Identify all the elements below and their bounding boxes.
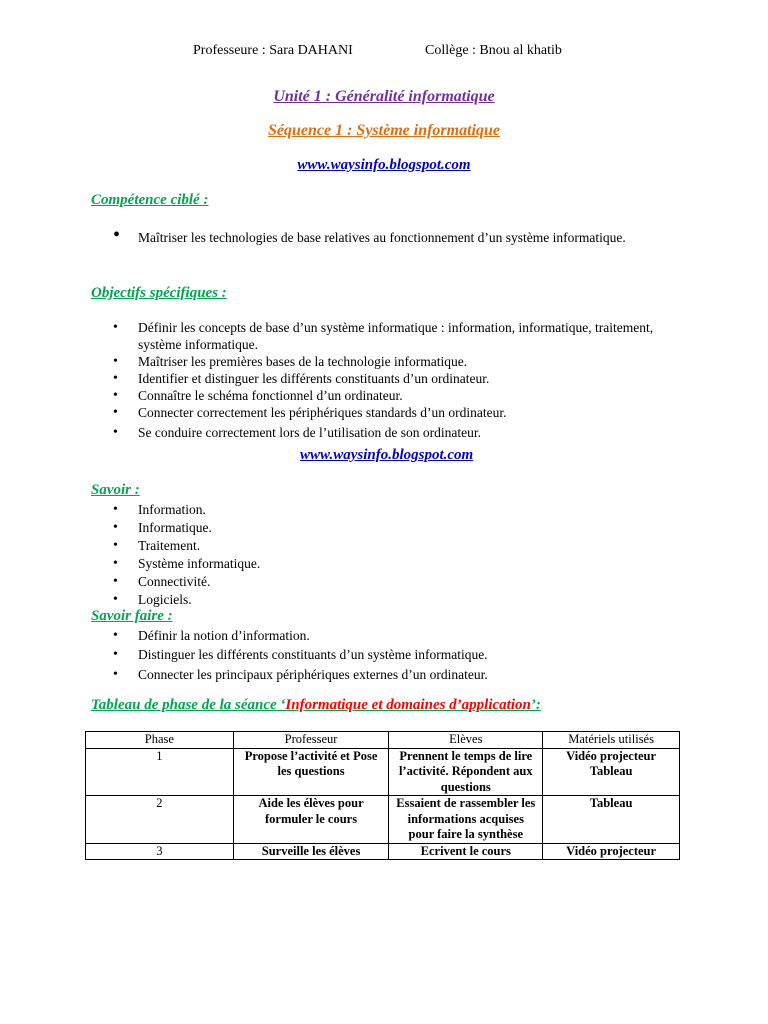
objectifs-list (113, 319, 683, 441)
list-item: • Connecter correctement les périphériques standards d’un ordinateur. (113, 404, 683, 421)
table-heading (91, 697, 541, 714)
list-item: • Se conduire correctement lors de l’utilisation de son ordinateur. (113, 424, 683, 441)
table-heading-suffix: ’: (530, 697, 541, 713)
phase-table (85, 731, 680, 860)
sequence-title: Séquence 1 : Système informatique (268, 122, 500, 139)
list-item: • Information. (113, 501, 683, 519)
teacher-name: Professeure : Sara DAHANI (193, 43, 353, 58)
column-header: Matériels utilisés (543, 732, 680, 749)
table-cell: Aide les élèves pour formuler le cours (233, 796, 389, 844)
column-header: Professeur (233, 732, 389, 749)
college-name: Collège : Bnou al khatib (425, 43, 562, 58)
list-item: • Définir la notion d’information. (113, 627, 683, 646)
table-cell: 2 (86, 796, 234, 844)
table-cell: 3 (86, 843, 234, 860)
table-row (86, 748, 680, 796)
table-cell: Ecrivent le cours (389, 843, 543, 860)
column-header: Phase (86, 732, 234, 749)
list-item: • Connaître le schéma fonctionnel d’un ordinateur. (113, 387, 683, 404)
blog-link-bottom[interactable]: www.waysinfo.blogspot.com (300, 447, 474, 463)
table-row (86, 796, 680, 844)
savoir-faire-list (113, 627, 683, 685)
table-row (86, 843, 680, 860)
savoir-faire-heading: Savoir faire : (91, 608, 173, 624)
competence-list (113, 227, 683, 249)
table-cell: Surveille les élèves (233, 843, 389, 860)
list-item: • Connecter les principaux périphériques externes d’un ordinateur. (113, 666, 683, 685)
table-cell: Tableau (543, 796, 680, 844)
competence-heading: Compétence ciblé : (91, 192, 209, 208)
table-cell: Vidéo projecteur Tableau (543, 748, 680, 796)
savoir-heading: Savoir : (91, 482, 140, 498)
unit-title: Unité 1 : Généralité informatique (273, 88, 495, 105)
list-item: • Distinguer les différents constituants d’un système informatique. (113, 646, 683, 665)
list-item: • Logiciels. (113, 591, 683, 609)
list-item: • Maîtriser les technologies de base relatives au fonctionnement d’un système informatique. (113, 227, 683, 249)
table-heading-prefix: Tableau de phase de la séance ‘ (91, 697, 286, 713)
list-item: • Définir les concepts de base d’un système informatique : information, informatique, traitement, système informatique. (113, 319, 683, 353)
table-cell: Prennent le temps de lire l’activité. Répondent aux questions (389, 748, 543, 796)
table-cell: 1 (86, 748, 234, 796)
list-item: • Identifier et distinguer les différents constituants d’un ordinateur. (113, 370, 683, 387)
objectifs-heading: Objectifs spécifiques : (91, 285, 227, 301)
list-item: • Maîtriser les premières bases de la technologie informatique. (113, 353, 683, 370)
table-cell: Vidéo projecteur (543, 843, 680, 860)
table-header-row (86, 732, 680, 749)
list-item: • Traitement. (113, 537, 683, 555)
session-title: Informatique et domaines d’application (285, 697, 531, 713)
column-header: Elèves (389, 732, 543, 749)
table-cell: Propose l’activité et Pose les questions (233, 748, 389, 796)
savoir-list (113, 501, 683, 609)
table-cell: Essaient de rassembler les informations acquises pour faire la synthèse (389, 796, 543, 844)
list-item: • Connectivité. (113, 573, 683, 591)
list-item: • Informatique. (113, 519, 683, 537)
list-item: • Système informatique. (113, 555, 683, 573)
blog-link-top[interactable]: www.waysinfo.blogspot.com (297, 157, 471, 173)
